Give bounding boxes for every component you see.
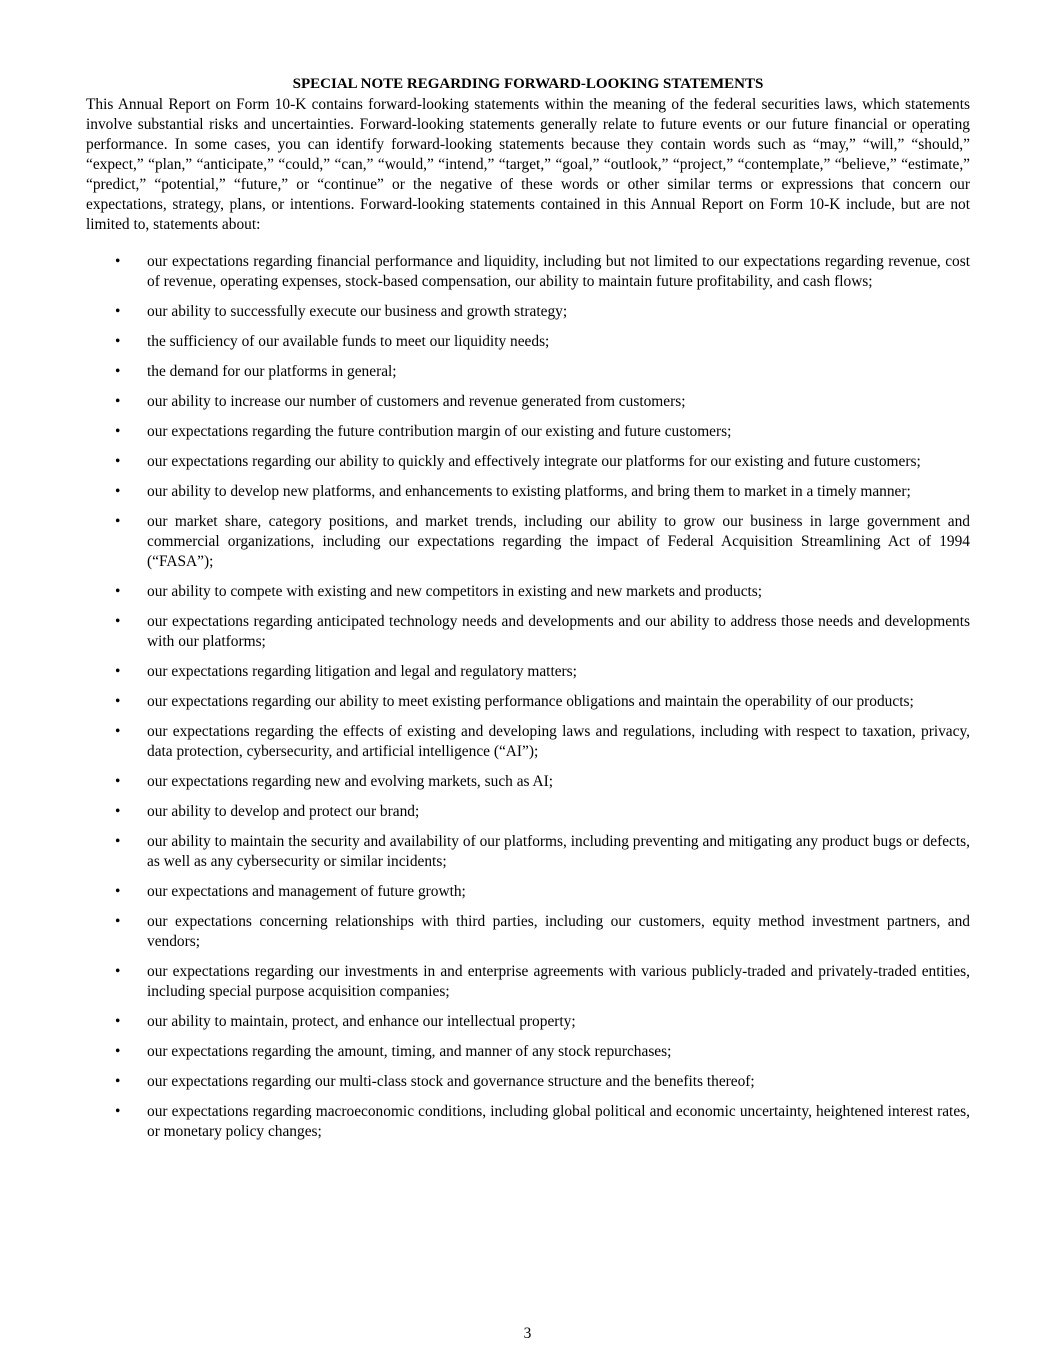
list-item-text: our expectations regarding the amount, timing, and manner of any stock repurchases;: [147, 1043, 672, 1060]
list-item-text: our ability to increase our number of customers and revenue generated from customers;: [147, 393, 686, 410]
list-item: [86, 1072, 970, 1092]
list-item: [86, 422, 970, 442]
list-item-text: our expectations regarding macroeconomic conditions, including global political and economic uncertainty, heightened interest rates, or monetary policy changes;: [147, 1103, 970, 1140]
list-item: [86, 692, 970, 712]
bullet-icon: •: [115, 583, 121, 600]
list-item: [86, 882, 970, 902]
list-item-text: our expectations concerning relationships with third parties, including our customers, equity method investment partners, and vendors;: [147, 913, 970, 950]
bullet-icon: •: [115, 513, 121, 530]
bullet-icon: •: [115, 453, 121, 470]
list-item: [86, 832, 970, 872]
list-item: [86, 1102, 970, 1142]
list-item-text: our expectations regarding the effects of existing and developing laws and regulations, including with respect to taxation, privacy, data protection, cybersecurity, and artificial intelligence (“AI”);: [147, 723, 970, 760]
list-item: [86, 912, 970, 952]
list-item-text: our expectations regarding anticipated technology needs and developments and our ability to address those needs and developments with our platforms;: [147, 613, 970, 650]
list-item: [86, 392, 970, 412]
bullet-icon: •: [115, 483, 121, 500]
list-item: [86, 1012, 970, 1032]
list-item: [86, 302, 970, 322]
bullet-icon: •: [115, 693, 121, 710]
bullet-icon: •: [115, 333, 121, 350]
bullet-icon: •: [115, 303, 121, 320]
list-item-text: our ability to maintain, protect, and enhance our intellectual property;: [147, 1013, 576, 1030]
bullet-icon: •: [115, 613, 121, 630]
page-number: 3: [523, 1325, 532, 1342]
bullet-icon: •: [115, 393, 121, 410]
list-item-text: our expectations regarding financial performance and liquidity, including but not limited to our expectations regarding revenue, cost of revenue, operating expenses, stock-based compensation, our ability to maintain future profitability, and cash flows;: [147, 253, 970, 290]
bullet-icon: •: [115, 253, 121, 270]
list-item: [86, 332, 970, 352]
list-item-text: our expectations regarding our investments in and enterprise agreements with various publicly-traded and privately-traded entities, including special purpose acquisition companies;: [147, 963, 970, 1000]
list-item-text: our expectations regarding the future contribution margin of our existing and future customers;: [147, 423, 732, 440]
list-item-text: our expectations regarding litigation and legal and regulatory matters;: [147, 663, 577, 680]
bullet-icon: •: [115, 883, 121, 900]
list-item: [86, 1042, 970, 1062]
list-item-text: our ability to successfully execute our business and growth strategy;: [147, 303, 568, 320]
bullet-icon: •: [115, 1043, 121, 1060]
bullet-icon: •: [115, 773, 121, 790]
bullet-icon: •: [115, 363, 121, 380]
document-page: [86, 74, 970, 1152]
bullet-icon: •: [115, 803, 121, 820]
list-item: [86, 362, 970, 382]
list-item-text: our expectations regarding our ability to meet existing performance obligations and maintain the operability of our products;: [147, 693, 914, 710]
list-item: [86, 662, 970, 682]
list-item-text: our ability to develop and protect our brand;: [147, 803, 420, 820]
intro-paragraph: This Annual Report on Form 10-K contains forward-looking statements within the meaning of the federal securities laws, which statements involve substantial risks and uncertainties. Forward-looking statements generally relate to future events or our future financial or operating performance. In some cases, you can identify forward-looking statements because they contain words such as “may,” “will,” “should,” “expect,” “plan,” “anticipate,” “could,” “can,” “would,” “intend,” “target,” “goal,” “outlook,” “project,” “contemplate,” “believe,” “estimate,” “predict,” “potential,” “future,” or “continue” or the negative of these words or other similar terms or expressions that concern our expectations, strategy, plans, or intentions. Forward-looking statements contained in this Annual Report on Form 10-K include, but are not limited to, statements about:: [86, 96, 970, 233]
section-heading: SPECIAL NOTE REGARDING FORWARD-LOOKING STATEMENTS: [292, 76, 764, 92]
bullet-icon: •: [115, 1013, 121, 1030]
bullet-icon: •: [115, 1073, 121, 1090]
list-item: [86, 802, 970, 822]
list-item: [86, 612, 970, 652]
list-item: [86, 452, 970, 472]
list-item-text: our ability to compete with existing and new competitors in existing and new markets and products;: [147, 583, 763, 600]
list-item-text: our ability to maintain the security and availability of our platforms, including preventing and mitigating any product bugs or defects, as well as any cybersecurity or similar incidents;: [147, 833, 970, 870]
bullet-icon: •: [115, 1103, 121, 1120]
list-item: [86, 512, 970, 572]
list-item-text: our expectations and management of future growth;: [147, 883, 466, 900]
list-item-text: our expectations regarding new and evolving markets, such as AI;: [147, 773, 554, 790]
list-item-text: our market share, category positions, and market trends, including our ability to grow our business in large government and commercial organizations, including our expectations regarding the impact of Federal Acquisition Streamlining Act of 1994 (“FASA”);: [147, 513, 970, 570]
forward-looking-statements-list: [86, 252, 970, 1142]
list-item: [86, 582, 970, 602]
list-item: [86, 482, 970, 502]
list-item: [86, 722, 970, 762]
list-item: [86, 772, 970, 792]
list-item-text: our expectations regarding our multi-class stock and governance structure and the benefits thereof;: [147, 1073, 755, 1090]
bullet-icon: •: [115, 913, 121, 930]
list-item: [86, 252, 970, 292]
list-item-text: the sufficiency of our available funds to meet our liquidity needs;: [147, 333, 550, 350]
list-item-text: our expectations regarding our ability to quickly and effectively integrate our platforms for our existing and future customers;: [147, 453, 921, 470]
bullet-icon: •: [115, 663, 121, 680]
list-item-text: our ability to develop new platforms, and enhancements to existing platforms, and bring them to market in a timely manner;: [147, 483, 911, 500]
list-item-text: the demand for our platforms in general;: [147, 363, 397, 380]
bullet-icon: •: [115, 723, 121, 740]
bullet-icon: •: [115, 833, 121, 850]
bullet-icon: •: [115, 423, 121, 440]
bullet-icon: •: [115, 963, 121, 980]
list-item: [86, 962, 970, 1002]
